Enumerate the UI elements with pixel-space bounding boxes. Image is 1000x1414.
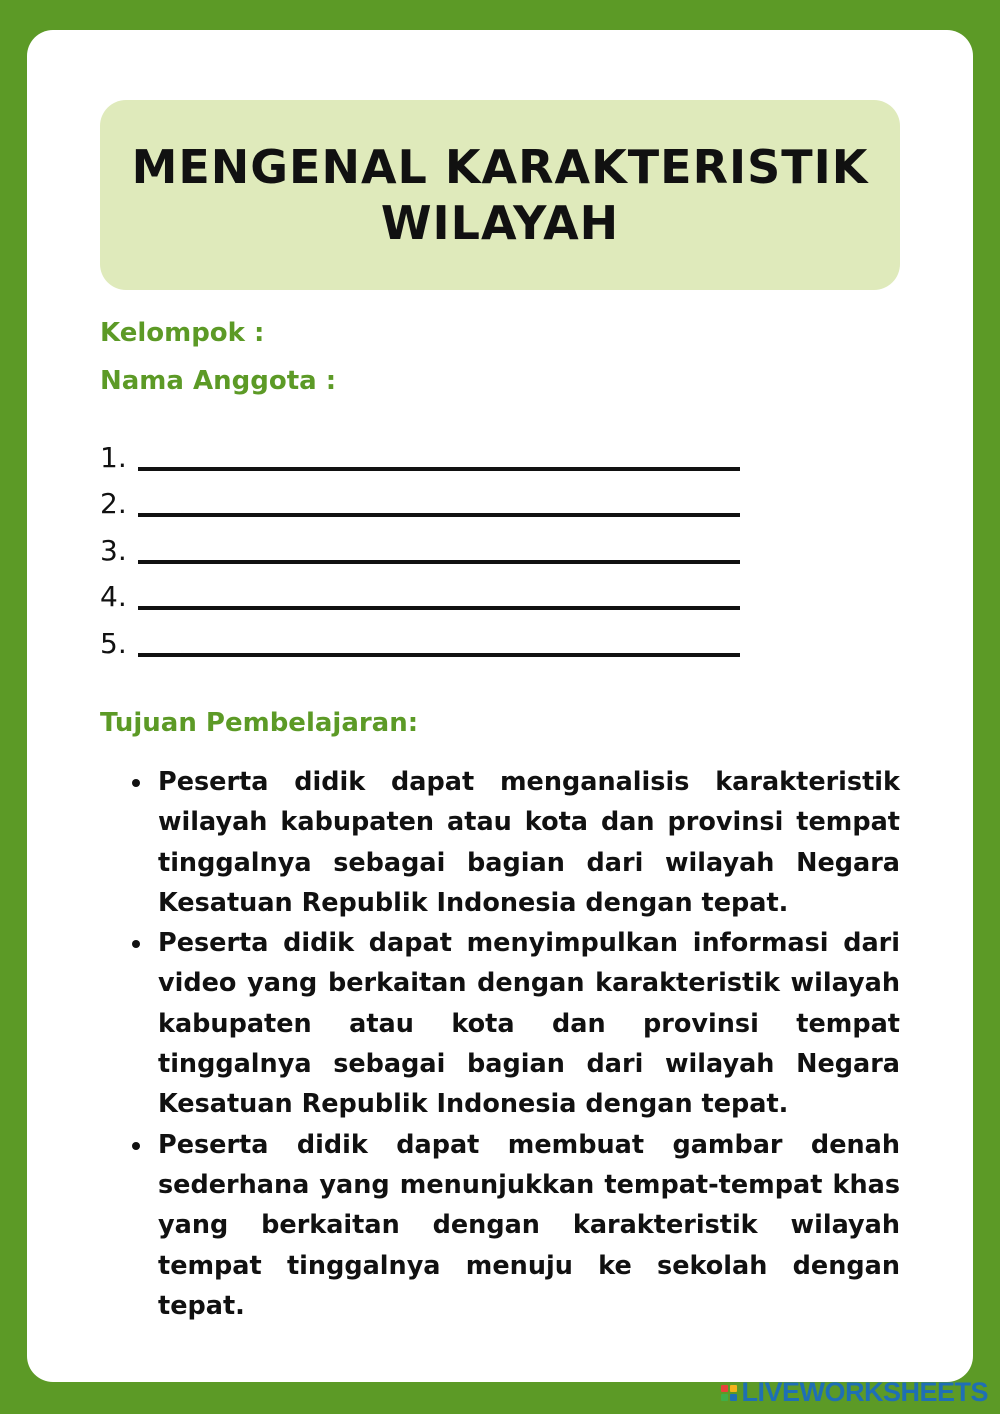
member-name-field-1[interactable]: [138, 467, 740, 471]
member-name-field-4[interactable]: [138, 606, 740, 610]
objectives-list: [130, 762, 900, 1326]
member-name-field-5[interactable]: [138, 653, 740, 657]
member-row-4: [100, 570, 740, 617]
group-label: Kelompok :: [100, 318, 265, 348]
member-number: 4.: [100, 580, 127, 613]
member-number: 3.: [100, 533, 127, 567]
member-row-2: [100, 477, 740, 524]
objective-text: Peserta didik dapat menganalisis karakteristik wilayah kabupaten atau kota dan provinsi tempat tinggalnya sebagai bagian dari wilayah Negara Kesatuan Republik Indonesia dengan tepat.: [158, 767, 900, 918]
title-banner: [100, 100, 900, 290]
bullet-icon: [132, 940, 140, 948]
members-label: Nama Anggota :: [100, 366, 337, 396]
objective-item-2: [130, 923, 900, 1124]
member-name-field-3[interactable]: [138, 560, 740, 564]
page-title-line-1: MENGENAL KARAKTERISTIK: [131, 140, 869, 194]
page-title-line-2: WILAYAH: [380, 196, 620, 250]
worksheet-card: [27, 30, 973, 1382]
objective-item-3: [130, 1125, 900, 1326]
member-number: 1.: [100, 440, 127, 474]
watermark-text: LIVEWORKSHEETS: [741, 1377, 988, 1407]
member-row-5: [100, 616, 740, 663]
bullet-icon: [132, 1142, 140, 1150]
objective-text: Peserta didik dapat membuat gambar denah sederhana yang menunjukkan tempat-tempat khas yang berkaitan dengan karakteristik wilayah tempat tinggalnya menuju ke sekolah dengan tepat.: [158, 1129, 900, 1321]
objective-text: Peserta didik dapat menyimpulkan informasi dari video yang berkaitan dengan karakteristik wilayah kabupaten atau kota dan provinsi tempat tinggalnya sebagai bagian dari wilayah Negara Kesatuan Republik Indonesia dengan tepat.: [158, 928, 900, 1120]
member-list: [100, 430, 740, 663]
member-row-1: [100, 430, 740, 477]
member-number: 2.: [100, 487, 127, 520]
member-name-field-2[interactable]: [138, 513, 740, 517]
member-number: 5.: [100, 626, 127, 660]
bullet-icon: [132, 779, 140, 787]
liveworksheets-watermark[interactable]: [721, 1377, 988, 1408]
objectives-heading: Tujuan Pembelajaran:: [100, 708, 419, 738]
objective-item-1: [130, 762, 900, 923]
member-row-3: [100, 523, 740, 570]
liveworksheets-logo-icon: [721, 1385, 737, 1401]
